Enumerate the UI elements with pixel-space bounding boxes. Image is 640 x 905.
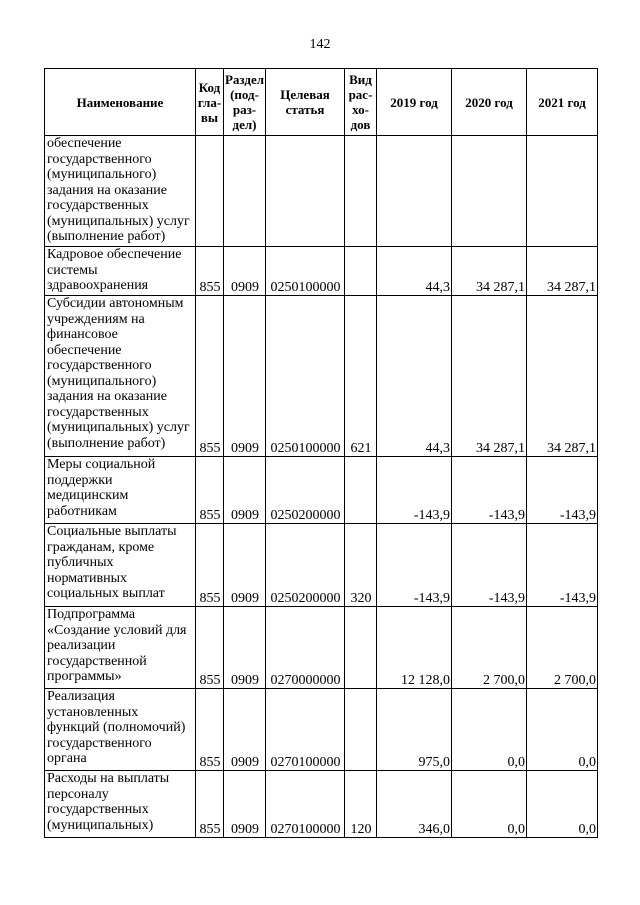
row-2021: -143,9 (527, 457, 598, 524)
row-2019: -143,9 (377, 524, 452, 607)
row-name: Меры социальной поддержки медицинским работникам (45, 457, 196, 524)
row-2020: 0,0 (452, 689, 527, 771)
header-razdel: Раздел (под-раз-дел) (224, 69, 266, 136)
row-target: 0250200000 (266, 524, 345, 607)
row-vid (345, 689, 377, 771)
row-razdel: 0909 (224, 689, 266, 771)
row-target: 0250200000 (266, 457, 345, 524)
row-target: 0250100000 (266, 247, 345, 296)
row-name: Кадровое обеспечение системы здравоохранения (45, 247, 196, 296)
row-glava (196, 136, 224, 247)
table-row (45, 771, 598, 838)
row-name: обеспечение государственного (муниципального) задания на оказание государственных (муниципальных) услуг (выполнение работ) (45, 136, 196, 247)
row-razdel (224, 136, 266, 247)
row-2019: 44,3 (377, 296, 452, 457)
header-2020: 2020 год (452, 69, 527, 136)
row-2020: 34 287,1 (452, 296, 527, 457)
row-glava: 855 (196, 771, 224, 838)
row-glava: 855 (196, 247, 224, 296)
row-2021: 34 287,1 (527, 296, 598, 457)
row-razdel: 0909 (224, 247, 266, 296)
row-name: Социальные выплаты гражданам, кроме публичных нормативных социальных выплат (45, 524, 196, 607)
table-row (45, 457, 598, 524)
row-glava: 855 (196, 607, 224, 689)
header-vid: Вид рас-хо-дов (345, 69, 377, 136)
row-target (266, 136, 345, 247)
header-target: Целевая статья (266, 69, 345, 136)
row-vid: 320 (345, 524, 377, 607)
row-vid (345, 247, 377, 296)
row-glava: 855 (196, 296, 224, 457)
table-row (45, 524, 598, 607)
row-2019: 44,3 (377, 247, 452, 296)
row-razdel: 0909 (224, 524, 266, 607)
row-target: 0250100000 (266, 296, 345, 457)
row-2019: 975,0 (377, 689, 452, 771)
row-2021: 0,0 (527, 689, 598, 771)
row-glava: 855 (196, 689, 224, 771)
header-2019: 2019 год (377, 69, 452, 136)
row-2021: 2 700,0 (527, 607, 598, 689)
row-2019 (377, 136, 452, 247)
page-number: 142 (309, 37, 331, 52)
row-name: Расходы на выплаты персоналу государственных (муниципальных) (45, 771, 196, 838)
row-razdel: 0909 (224, 771, 266, 838)
row-2021: -143,9 (527, 524, 598, 607)
row-vid (345, 607, 377, 689)
row-2020: 34 287,1 (452, 247, 527, 296)
row-2020: 0,0 (452, 771, 527, 838)
row-2019: 12 128,0 (377, 607, 452, 689)
header-2021: 2021 год (527, 69, 598, 136)
header-glava: Код гла-вы (196, 69, 224, 136)
table-row (45, 607, 598, 689)
row-2021: 0,0 (527, 771, 598, 838)
row-2019: 346,0 (377, 771, 452, 838)
row-name: Подпрограмма «Создание условий для реализации государственной программы» (45, 607, 196, 689)
row-2020: -143,9 (452, 457, 527, 524)
row-name: Субсидии автономным учреждениям на финансовое обеспечение государственного (муниципального) задания на оказание государственных (муниципальных) услуг (выполнение работ) (45, 296, 196, 457)
row-2021: 34 287,1 (527, 247, 598, 296)
row-glava: 855 (196, 524, 224, 607)
row-2019: -143,9 (377, 457, 452, 524)
row-target: 0270100000 (266, 689, 345, 771)
budget-table (44, 68, 598, 838)
row-razdel: 0909 (224, 607, 266, 689)
row-vid (345, 136, 377, 247)
table-row (45, 296, 598, 457)
row-vid (345, 457, 377, 524)
row-glava: 855 (196, 457, 224, 524)
table-header-row (45, 69, 598, 136)
row-vid: 120 (345, 771, 377, 838)
row-name: Реализация установленных функций (полномочий) государственного органа (45, 689, 196, 771)
row-2021 (527, 136, 598, 247)
header-name: Наименование (45, 69, 196, 136)
row-razdel: 0909 (224, 296, 266, 457)
row-2020: 2 700,0 (452, 607, 527, 689)
row-target: 0270100000 (266, 771, 345, 838)
table-row (45, 247, 598, 296)
row-razdel: 0909 (224, 457, 266, 524)
row-2020 (452, 136, 527, 247)
table-row (45, 136, 598, 247)
row-2020: -143,9 (452, 524, 527, 607)
row-target: 0270000000 (266, 607, 345, 689)
table-row (45, 689, 598, 771)
row-vid: 621 (345, 296, 377, 457)
